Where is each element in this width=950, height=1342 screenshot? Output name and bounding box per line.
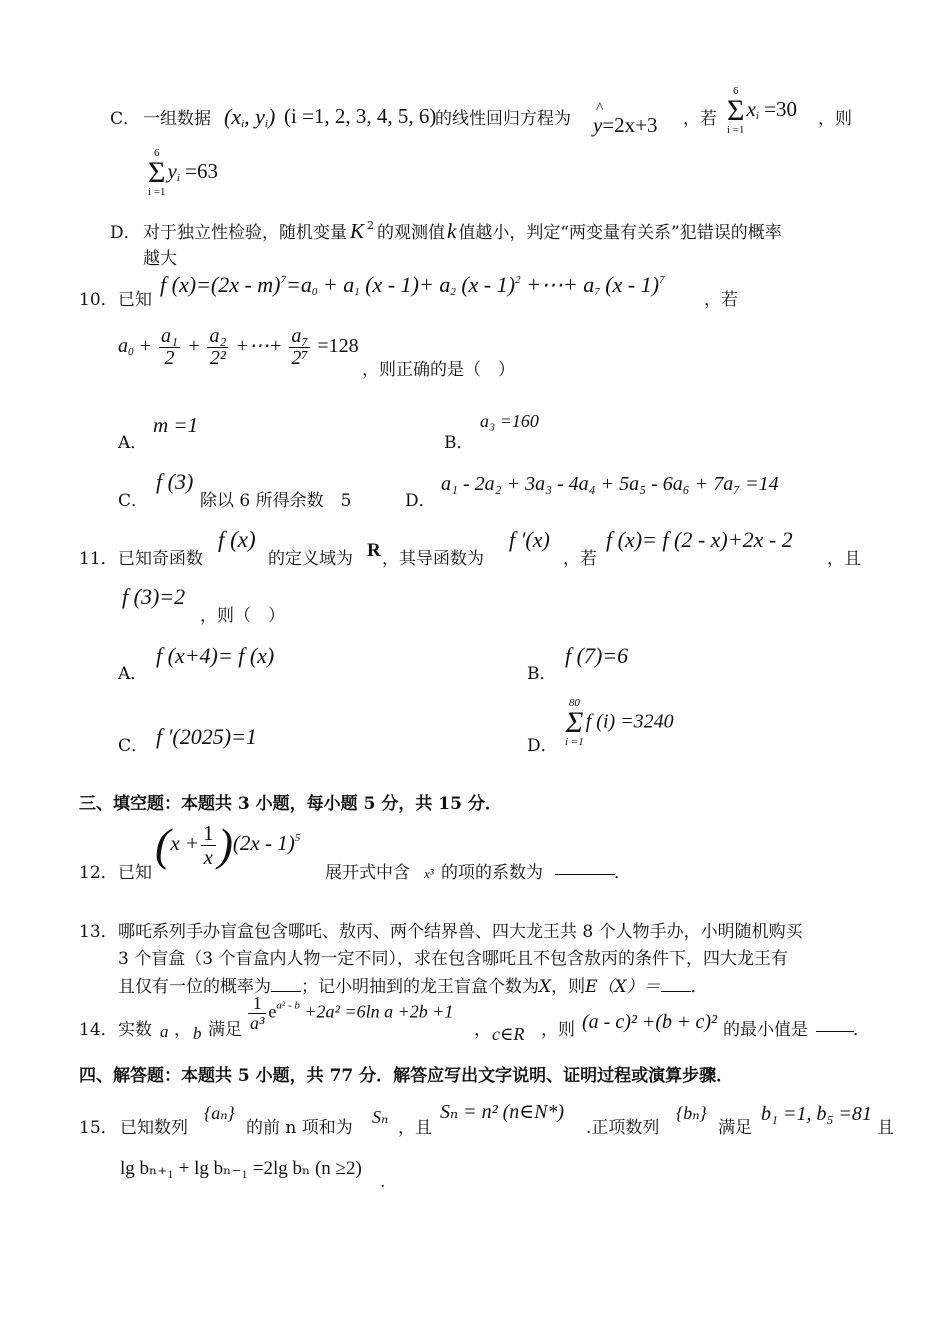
q10-stem3: ，则正确的是（ ）: [362, 360, 515, 380]
q9-option-d-line2: 越大: [143, 249, 177, 269]
section3-heading: 三、填空题：本题共 3 小题，每小题 5 分，共 15 分．: [79, 794, 502, 814]
sigma-icon-2: Σ: [148, 156, 166, 189]
q14-frac-den: a³: [250, 1012, 265, 1033]
q11-stem4: ，若: [563, 549, 597, 569]
sum-bottom: i =1: [727, 124, 745, 136]
sum-var-y: y: [167, 158, 177, 183]
q15-stem6: 且: [877, 1118, 894, 1138]
q10-expr6: +⋯+ a: [520, 272, 595, 297]
frac7-num: a₇: [291, 325, 309, 347]
q15-log-relation: lg bₙ₊₁ + lg bₙ₋₁ =2lg bₙ (n ≥2): [120, 1158, 362, 1179]
q13-line3b: ；记小明抽到的龙王盲盒个数为: [301, 977, 539, 997]
q15-Sn: Sₙ: [372, 1107, 389, 1127]
q10-stem1: 已知: [118, 290, 152, 310]
d-K-sup: 2: [367, 219, 375, 232]
q14-expr3: (a - c)² +(b + c)²: [582, 1011, 718, 1033]
q14-stem3: ，则: [541, 1020, 575, 1040]
q14-answer-blank[interactable]: [816, 1031, 854, 1032]
q10-expr: f (x)=(2x - m): [160, 272, 281, 297]
pair-y: , y: [244, 104, 265, 129]
section4-heading: 四、解答题：本题共 5 小题，共 77 分．解答应写出文字说明、证明过程或演算步骤．: [79, 1066, 734, 1086]
q14-e-exp: a² - b: [276, 999, 300, 1012]
q9-option-d-line1: [143, 218, 782, 244]
q15-stem3: ，且: [398, 1118, 432, 1138]
q14-expr2: +2a² =6ln a +2b +1: [299, 1001, 454, 1022]
q14-frac-num: 1: [248, 994, 266, 1014]
q11-number: 11．: [79, 549, 118, 569]
q10-expr2: =a: [286, 272, 312, 297]
q12-answer-blank[interactable]: [555, 874, 615, 875]
q12-number: 12．: [79, 863, 118, 883]
sigma-icon: Σ: [727, 94, 745, 127]
q11-option-d: [563, 698, 674, 748]
q10-expr3: + a: [317, 272, 355, 297]
sum-plus: +: [138, 335, 152, 358]
q9-option-c-text1: 一组数据: [143, 109, 211, 129]
pair-sub-2: i: [264, 118, 268, 130]
frac2-num: a₂: [209, 325, 227, 347]
sum-bottom-3: i =1: [565, 736, 584, 748]
q14-a: a: [160, 1022, 169, 1041]
q15-end: .: [380, 1172, 386, 1192]
q15-an: {aₙ}: [204, 1103, 235, 1123]
q11-stem5: ，且: [827, 549, 861, 569]
q11-stem3: ，其导函数为: [382, 549, 484, 569]
sum-dots: +⋯+: [235, 335, 283, 358]
q12-stem1: 已知: [118, 863, 152, 883]
q13-number: 13．: [79, 922, 118, 942]
q15-stem1: 已知数列: [120, 1118, 188, 1138]
q10-option-b: a₃ =160: [480, 411, 539, 431]
q12-stem3: 的项的系数为: [441, 863, 543, 883]
q11-option-b: f (7)=6: [565, 643, 629, 668]
q13-line1: 哪吒系列手办盲盒包含哪吒、敖丙、两个结界兽、四大龙王共 8 个人物手办，小明随机购买: [118, 922, 803, 942]
q15-stem4: .正项数列: [586, 1118, 660, 1138]
q11-option-c: f ′(2025)=1: [156, 724, 257, 749]
q9-option-c-equation: [593, 113, 658, 138]
q14-equation: [246, 994, 453, 1033]
q11-d-expr: f (i) =3240: [585, 710, 674, 733]
sum-top: 6: [733, 85, 739, 97]
sum-a0: a: [118, 335, 128, 358]
q13-line2: 3 个盲盒（3 个盲盒内人物一定不同），求在包含哪吒且不包含敖丙的条件下，四大龙王有: [118, 949, 788, 969]
q14-e: e: [268, 1001, 277, 1022]
q11-stem6: ，则（ ）: [200, 606, 285, 626]
q15-number: 15．: [79, 1118, 118, 1138]
sum-var-sub: i: [755, 109, 759, 122]
q11-stem2: 的定义域为: [268, 549, 353, 569]
q10-exp: 7: [280, 274, 287, 286]
q9-option-d-label: D．: [110, 223, 141, 243]
pair-x: (x: [224, 104, 242, 129]
d-text1: 对于独立性检验，随机变量: [143, 223, 347, 243]
q12-stem2: 展开式中含: [325, 863, 410, 883]
q13-blank-1[interactable]: [271, 977, 301, 992]
q10-expansion: f $(x)=(2x - m)^7=a_0 + a_1$ $(x - 1)+ a_2$ (x - 1)$^2$ +⋯+ $a_7$ (x - 1)$^7$: [160, 272, 665, 298]
q12-x: x +: [170, 830, 200, 855]
pair-sub: i: [241, 118, 245, 130]
q15-stem2: 的前 n 项和为: [246, 1118, 353, 1138]
q12-frac-num: 1: [203, 821, 214, 846]
q15-bcond: b₁ =1, b₅ =81: [761, 1103, 872, 1125]
q14-stem4: 的最小值是: [723, 1020, 808, 1040]
q11-fpx: f ′(x): [509, 527, 550, 552]
q9-option-c-index: (i =1, 2, 3, 4, 5, 6): [284, 104, 437, 128]
q13-line3a: 且仅有一位的概率为: [118, 977, 271, 997]
q15-bn: {bₙ}: [676, 1103, 707, 1123]
sigma-symbol: [727, 86, 745, 136]
q10-option-c-math: f (3): [156, 469, 194, 494]
sum-var: x: [746, 96, 756, 121]
q13-end: ．: [690, 977, 708, 997]
y-hat: ^ y: [593, 113, 602, 138]
d-text3: 值越小，判定“两变量有关系”犯错误的概率: [458, 223, 782, 243]
q13-E: E（X）＝: [585, 977, 661, 997]
frac7-den: 2⁷: [291, 347, 309, 369]
q10-number: 10．: [79, 290, 118, 310]
q14-c: c∈R: [492, 1024, 525, 1044]
q11-fx: f (x): [218, 527, 256, 552]
sum-value-2: =63: [185, 158, 218, 183]
q10-option-d: a₁ - 2a₂ + 3a₃ - 4a₄ + 5a₅ - 6a₆ + 7a₇ =14: [441, 473, 779, 495]
q13-X: X: [539, 977, 552, 997]
q11-option-a-label: A．: [118, 664, 148, 684]
q14-comma: ，: [474, 1020, 491, 1040]
q11-option-d-label: D．: [527, 736, 558, 756]
frac1-den: 2: [164, 347, 175, 369]
frac2-den: 2²: [209, 347, 226, 369]
q9-option-c-sum-y: [146, 148, 218, 198]
q11-condition: f (3)=2: [122, 584, 186, 609]
q9-option-c-pair: ($x_i$, $y_i$): [224, 104, 276, 130]
q11-R: R: [367, 540, 381, 561]
q12-end: ．: [614, 863, 631, 883]
q11-option-c-label: C．: [118, 736, 149, 756]
q9-option-c-label: C．: [110, 109, 141, 129]
sum-plus-2: +: [186, 335, 201, 358]
sum-value: =128: [317, 335, 359, 358]
q15-relation: Sₙ = n² (n∈N*): [440, 1101, 565, 1123]
q14-number: 14．: [79, 1020, 118, 1040]
q10-expr7: (x - 1): [599, 272, 660, 297]
q10-exp-2: 7: [659, 274, 665, 286]
sum-var-y-sub: i: [176, 171, 180, 184]
sigma-symbol-2: [148, 148, 166, 198]
q14-stem2: 满足: [208, 1020, 242, 1040]
q13-line3c: ，则: [551, 977, 586, 997]
q12-x3: x³: [424, 866, 434, 881]
sum-top-2: 6: [154, 147, 160, 159]
q11-stem1: 已知奇函数: [118, 549, 203, 569]
q10-option-c-text: 除以 6 所得余数 5: [200, 491, 352, 511]
q10-option-d-label: D．: [405, 491, 436, 511]
q11-option-b-label: B．: [527, 664, 557, 684]
q10-option-c-label: C．: [118, 491, 149, 511]
q12-expr: (2x - 1): [232, 830, 295, 855]
q13-blank-2[interactable]: [661, 977, 691, 992]
q11-relation: f (x)= f (2 - x)+2x - 2: [606, 527, 793, 552]
sigma-icon-3: Σ: [565, 706, 584, 739]
q10-stem2: ，若: [704, 290, 738, 310]
q12-expression: (x + $\frac{1}{x}$ )(2x - 1)$^5$: [155, 819, 301, 870]
q9-option-c-sum-x: [725, 86, 797, 136]
q11-option-a: f (x+4)= f (x): [156, 643, 275, 668]
q14-end: ．: [853, 1020, 870, 1040]
q15-stem5: 满足: [718, 1118, 752, 1138]
sum-top-3: 80: [568, 697, 580, 709]
sum-bottom-2: i =1: [148, 186, 166, 198]
q9-option-c-text4: ，则: [818, 109, 852, 129]
q14-sep: ，: [174, 1020, 191, 1040]
q10-option-a: m =1: [153, 413, 199, 437]
sum-value: =30: [764, 96, 797, 121]
q10-option-b-label: B．: [444, 433, 474, 453]
q12-exp: 5: [294, 831, 301, 844]
sigma-symbol-3: [565, 698, 584, 748]
q10-option-a-label: A．: [118, 433, 148, 453]
q10-weighted-sum: $a_0$ + $\frac{\text{a₁}}{2}$ + $\frac{\text{a₂}}{\text{2²}}$ +⋯+ $\frac{\text{a₇}}{\text{2⁷}}$ =128: [118, 325, 359, 369]
regression-rhs: =2x+3: [602, 113, 658, 137]
q14-b: b: [193, 1024, 202, 1043]
d-k: k: [447, 219, 457, 243]
q10-expr5: (x - 1): [455, 272, 516, 297]
d-text2: 的观测值: [377, 223, 446, 243]
q9-option-c-text2: 的线性回归方程为: [435, 109, 571, 129]
d-K: K: [350, 219, 365, 243]
q14-stem1: 实数: [118, 1020, 152, 1040]
q10-expr4: (x - 1)+ a: [359, 272, 451, 297]
frac1-num: a₁: [161, 325, 178, 347]
q12-frac-den: x: [203, 844, 213, 869]
q9-option-c-text3: ，若: [683, 109, 717, 129]
